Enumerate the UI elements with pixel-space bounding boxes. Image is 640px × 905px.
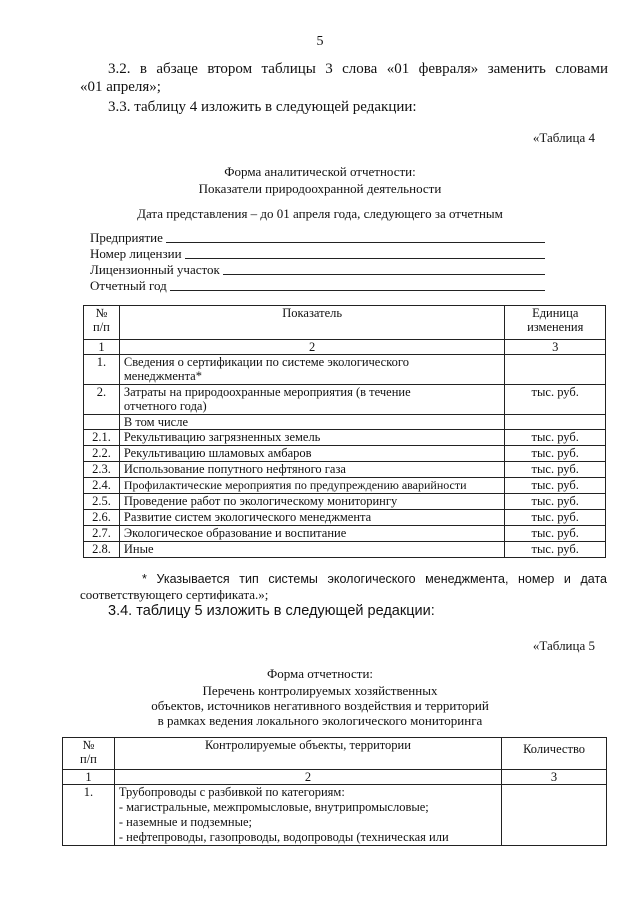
table4-colnum-row bbox=[84, 340, 606, 355]
row-num: 2.3. bbox=[84, 462, 120, 478]
table-row bbox=[84, 446, 606, 462]
row-unit-value: тыс. руб. bbox=[531, 430, 579, 444]
row-num: 1. bbox=[63, 785, 115, 846]
table-row bbox=[84, 430, 606, 446]
row-unit bbox=[505, 430, 606, 446]
row-indicator-line1: Затраты на природоохранные мероприятия (в течение bbox=[123, 385, 411, 399]
row-unit-value: тыс. руб. bbox=[531, 510, 579, 524]
field-license-area bbox=[90, 262, 545, 278]
header-unit-line1: Единица bbox=[532, 306, 579, 320]
row-unit-value: тыс. руб. bbox=[531, 462, 579, 476]
row-unit-value: тыс. руб. bbox=[531, 478, 579, 492]
footnote-line1: * Указывается тип системы экологического менеджмента, номер и дата bbox=[142, 572, 607, 586]
amendment-3-2-line2: «01 апреля»; bbox=[80, 79, 161, 95]
row-indicator-line2: менеджмента* bbox=[123, 369, 202, 383]
table5-colnum-1: 1 bbox=[63, 770, 115, 785]
table4-header-unit bbox=[505, 306, 606, 340]
header-num-abbrev: п/п bbox=[80, 752, 97, 766]
header-num-symbol: № bbox=[82, 738, 95, 752]
table5-title-line4: в рамках ведения локального экологического мониторинга bbox=[157, 713, 483, 728]
table5-header-row bbox=[63, 738, 607, 770]
row-objects-line: - магистральные, межпромысловые, внутрипромысловые; bbox=[118, 800, 429, 814]
table5-title-line2: Перечень контролируемых хозяйственных bbox=[202, 683, 438, 698]
row-indicator: Проведение работ по экологическому мониторингу bbox=[119, 494, 505, 510]
row-num: 2.7. bbox=[84, 526, 120, 542]
row-unit bbox=[505, 510, 606, 526]
row-indicator-line1: Сведения о сертификации по системе экологического bbox=[123, 355, 409, 369]
table-row bbox=[84, 462, 606, 478]
row-unit bbox=[505, 478, 606, 494]
table4-header-num bbox=[84, 306, 120, 340]
row-objects-line: - наземные и подземные; bbox=[118, 815, 252, 829]
row-num: 1. bbox=[84, 355, 120, 385]
table-row bbox=[84, 542, 606, 558]
table-row bbox=[84, 355, 606, 385]
table4 bbox=[83, 305, 606, 558]
table-row bbox=[84, 415, 606, 430]
row-objects-line: Трубопроводы с разбивкой по категориям: bbox=[118, 785, 345, 799]
row-num: 2. bbox=[84, 385, 120, 415]
table4-header-indicator: Показатель bbox=[119, 306, 505, 340]
amendment-3-3: 3.3. таблицу 4 изложить в следующей редакции: bbox=[108, 99, 417, 115]
table5-caption: «Таблица 5 bbox=[532, 638, 595, 653]
field-reporting-year-line[interactable] bbox=[170, 278, 545, 291]
table5-colnum-3: 3 bbox=[502, 770, 607, 785]
row-objects bbox=[114, 785, 501, 846]
field-reporting-year bbox=[90, 278, 545, 294]
table5-header-quantity: Количество bbox=[502, 738, 607, 770]
footnote-line2: соответствующего сертификата.»; bbox=[80, 587, 269, 602]
row-unit bbox=[505, 385, 606, 415]
table-row bbox=[84, 526, 606, 542]
row-unit bbox=[505, 355, 606, 385]
header-unit-line2: изменения bbox=[527, 320, 584, 334]
row-num bbox=[84, 415, 120, 430]
table5-colnum-2: 2 bbox=[114, 770, 501, 785]
amendment-3-2-line1: 3.2. в абзаце втором таблицы 3 слова «01 февраля» заменить словами bbox=[108, 61, 608, 77]
table5-header-objects: Контролируемые объекты, территории bbox=[114, 738, 501, 770]
table4-date-note: Дата представления – до 01 апреля года, следующего за отчетным bbox=[137, 206, 503, 221]
table-row bbox=[84, 510, 606, 526]
row-indicator: Развитие систем экологического менеджмента bbox=[119, 510, 505, 526]
row-num: 2.6. bbox=[84, 510, 120, 526]
row-unit-value: тыс. руб. bbox=[531, 526, 579, 540]
row-unit bbox=[505, 446, 606, 462]
row-unit-value: тыс. руб. bbox=[531, 385, 579, 399]
field-license-area-line[interactable] bbox=[223, 262, 545, 275]
row-indicator: Иные bbox=[119, 542, 505, 558]
table4-header-row bbox=[84, 306, 606, 340]
table5 bbox=[62, 737, 607, 846]
amendment-3-4: 3.4. таблицу 5 изложить в следующей редакции: bbox=[108, 603, 435, 619]
header-num-symbol: № bbox=[95, 306, 108, 320]
row-num: 2.1. bbox=[84, 430, 120, 446]
row-unit bbox=[505, 494, 606, 510]
row-indicator: Использование попутного нефтяного газа bbox=[119, 462, 505, 478]
table5-title-line1: Форма отчетности: bbox=[266, 666, 374, 681]
row-indicator: Экологическое образование и воспитание bbox=[119, 526, 505, 542]
row-num: 2.5. bbox=[84, 494, 120, 510]
table4-colnum-1: 1 bbox=[84, 340, 120, 355]
row-unit bbox=[505, 415, 606, 430]
row-indicator: Рекультивацию загрязненных земель bbox=[119, 430, 505, 446]
field-license-number bbox=[90, 246, 545, 262]
field-enterprise bbox=[90, 230, 545, 246]
row-indicator: Рекультивацию шламовых амбаров bbox=[119, 446, 505, 462]
field-enterprise-label: Предприятие bbox=[90, 230, 163, 245]
row-num: 2.8. bbox=[84, 542, 120, 558]
row-unit bbox=[505, 542, 606, 558]
row-unit-value: тыс. руб. bbox=[531, 494, 579, 508]
field-license-number-line[interactable] bbox=[185, 246, 545, 259]
table4-colnum-3: 3 bbox=[505, 340, 606, 355]
table-row bbox=[63, 785, 607, 846]
row-indicator-line2: отчетного года) bbox=[123, 399, 207, 413]
row-objects-line: - нефтепроводы, газопроводы, водопроводы (техническая или bbox=[118, 830, 449, 844]
table4-title-line2: Показатели природоохранной деятельности bbox=[198, 181, 442, 196]
header-num-abbrev: п/п bbox=[93, 320, 110, 334]
row-quantity bbox=[502, 785, 607, 846]
table-row bbox=[84, 385, 606, 415]
table4-caption: «Таблица 4 bbox=[532, 130, 595, 145]
row-indicator bbox=[119, 355, 505, 385]
row-indicator: В том числе bbox=[119, 415, 505, 430]
table5-title-line3: объектов, источников негативного воздействия и территорий bbox=[151, 698, 489, 713]
table4-title-line1: Форма аналитической отчетности: bbox=[224, 164, 416, 179]
row-unit-value: тыс. руб. bbox=[531, 446, 579, 460]
row-unit bbox=[505, 462, 606, 478]
field-enterprise-line[interactable] bbox=[166, 230, 545, 243]
row-num: 2.4. bbox=[84, 478, 120, 494]
table5-colnum-row bbox=[63, 770, 607, 785]
field-license-number-label: Номер лицензии bbox=[90, 246, 182, 261]
table5-header-num bbox=[63, 738, 115, 770]
table-row bbox=[84, 478, 606, 494]
table-row bbox=[84, 494, 606, 510]
field-reporting-year-label: Отчетный год bbox=[90, 278, 167, 293]
row-num: 2.2. bbox=[84, 446, 120, 462]
page-number: 5 bbox=[316, 34, 324, 49]
table4-colnum-2: 2 bbox=[119, 340, 505, 355]
row-unit-value: тыс. руб. bbox=[531, 542, 579, 556]
row-indicator bbox=[119, 385, 505, 415]
row-unit bbox=[505, 526, 606, 542]
field-license-area-label: Лицензионный участок bbox=[90, 262, 220, 277]
row-indicator: Профилактические мероприятия по предупреждению аварийности bbox=[119, 478, 505, 494]
